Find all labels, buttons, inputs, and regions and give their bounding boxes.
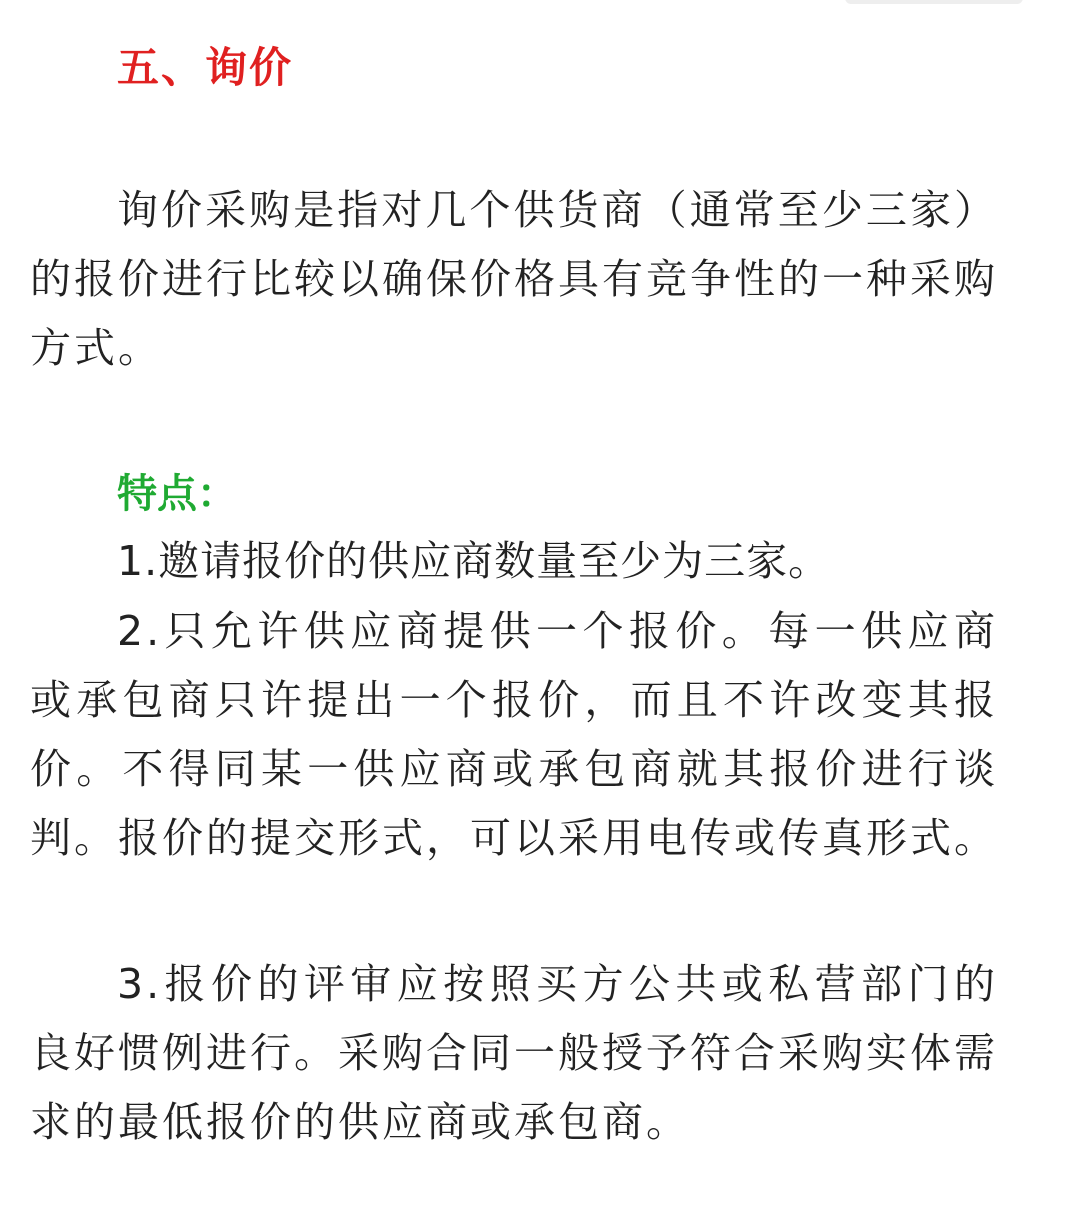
section-heading: 五、询价 <box>117 43 294 92</box>
top-scroll-indicator <box>845 0 1023 4</box>
feature-item-3: 3.报价的评审应按照买方公共或私营部门的良好惯例进行。采购合同一般授予符合采购实体需求的最低报价的供应商或承包商。 <box>30 960 998 1146</box>
feature-item-1: 1.邀请报价的供应商数量至少为三家。 <box>117 537 831 585</box>
intro-paragraph: 询价采购是指对几个供货商（通常至少三家）的报价进行比较以确保价格具有竞争性的一种采购方式。 <box>30 186 998 372</box>
features-heading: 特点： <box>117 471 237 517</box>
feature-item-2: 2.只允许供应商提供一个报价。每一供应商或承包商只许提出一个报价，而且不许改变其报价。不得同某一供应商或承包商就其报价进行谈判。报价的提交形式，可以采用电传或传真形式。 <box>30 607 998 862</box>
